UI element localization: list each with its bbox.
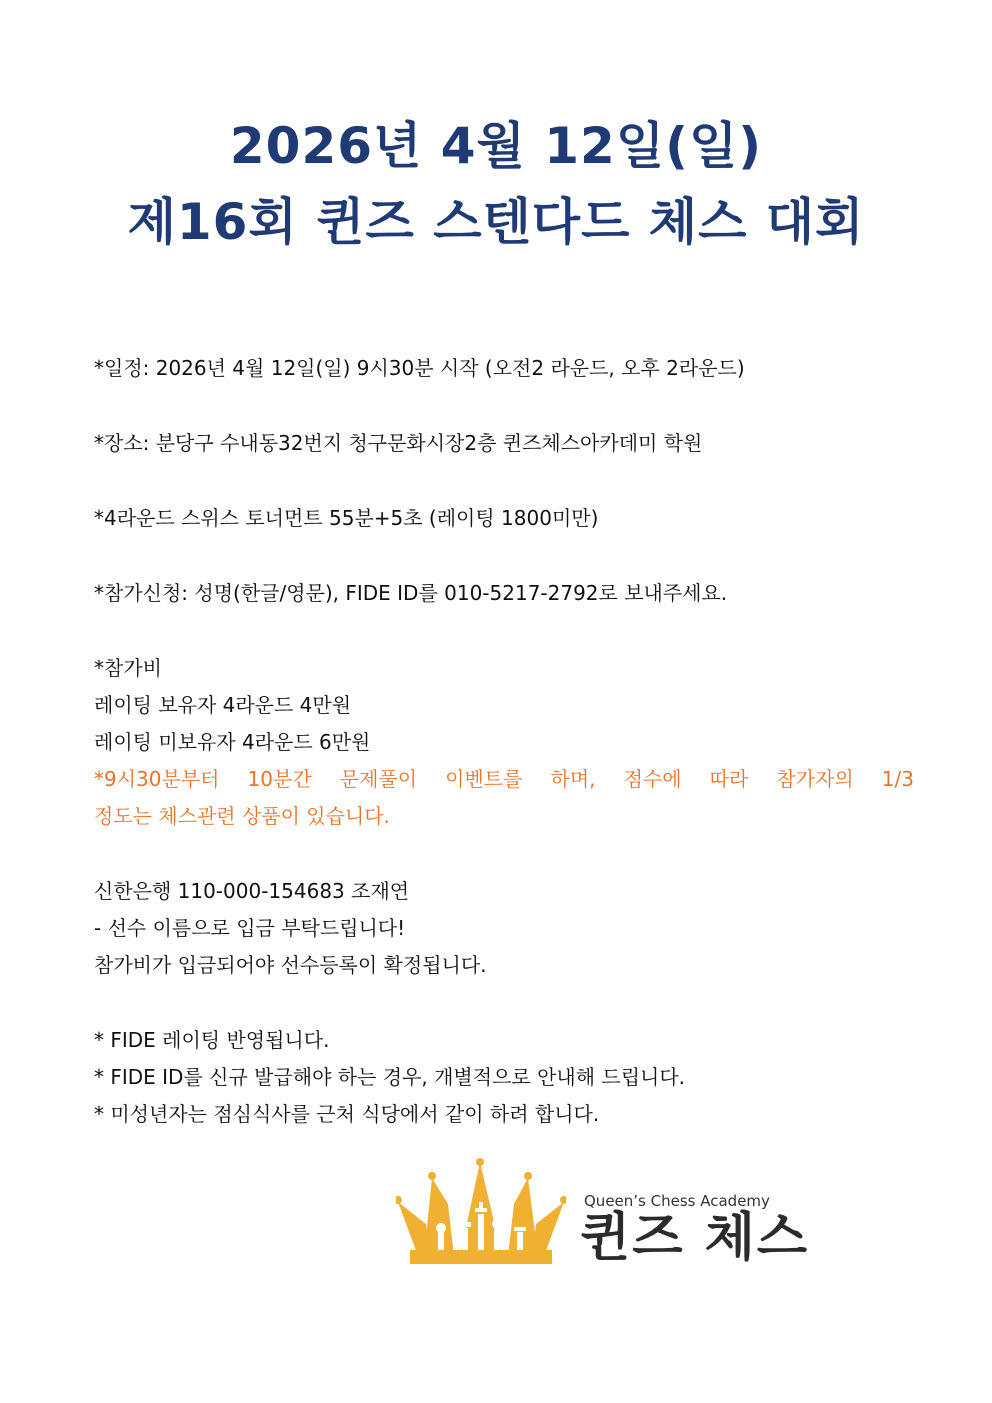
title-block: [0, 108, 992, 260]
fee-rated: 레이팅 보유자 4라운드 4만원: [94, 693, 352, 717]
note-item: * 미성년자는 점심식사를 근처 식당에서 같이 하려 합니다.: [94, 1102, 600, 1126]
fee-unrated: 레이팅 미보유자 4라운드 6만원: [94, 730, 371, 754]
event-notice-line2: 정도는 체스관련 상품이 있습니다.: [94, 804, 390, 828]
payment-note-2: 참가비가 입금되어야 선수등록이 확정됩니다.: [94, 953, 487, 977]
crown-icon: [396, 1158, 566, 1270]
event-notice-line1: *9시30분부터 10분간 문제풀이 이벤트를 하며, 점수에 따라 참가자의 1/3: [94, 767, 914, 791]
event-name-title: 제16회 퀸즈 스텐다드 체스 대회: [127, 193, 865, 251]
event-details: [94, 350, 914, 1133]
schedule-line: *일정: 2026년 4월 12일(일) 9시30분 시작 (오전2 라운드, 오후 2라운드): [94, 356, 745, 380]
logo-korean-name: 퀸즈 체스: [580, 1208, 810, 1268]
event-date-title: 2026년 4월 12일(일): [229, 117, 763, 175]
note-item: * FIDE ID를 신규 발급해야 하는 경우, 개별적으로 안내해 드립니다.: [94, 1065, 686, 1089]
registration-line: *참가신청: 성명(한글/영문), FIDE ID를 010-5217-2792로 보내주세요.: [94, 581, 728, 605]
logo-english-name: Queen’s Chess Academy: [584, 1192, 770, 1210]
venue-line: *장소: 분당구 수내동32번지 청구문화시장2층 퀸즈체스아카데미 학원: [94, 431, 703, 455]
academy-logo: [396, 1158, 810, 1278]
note-item: * FIDE 레이팅 반영됩니다.: [94, 1028, 330, 1052]
payment-note-1: - 선수 이름으로 입금 부탁드립니다!: [94, 916, 406, 940]
fee-header: *참가비: [94, 656, 162, 680]
bank-account: 신한은행 110-000-154683 조재연: [94, 879, 410, 903]
format-line: *4라운드 스위스 토너먼트 55분+5초 (레이팅 1800미만): [94, 506, 599, 530]
